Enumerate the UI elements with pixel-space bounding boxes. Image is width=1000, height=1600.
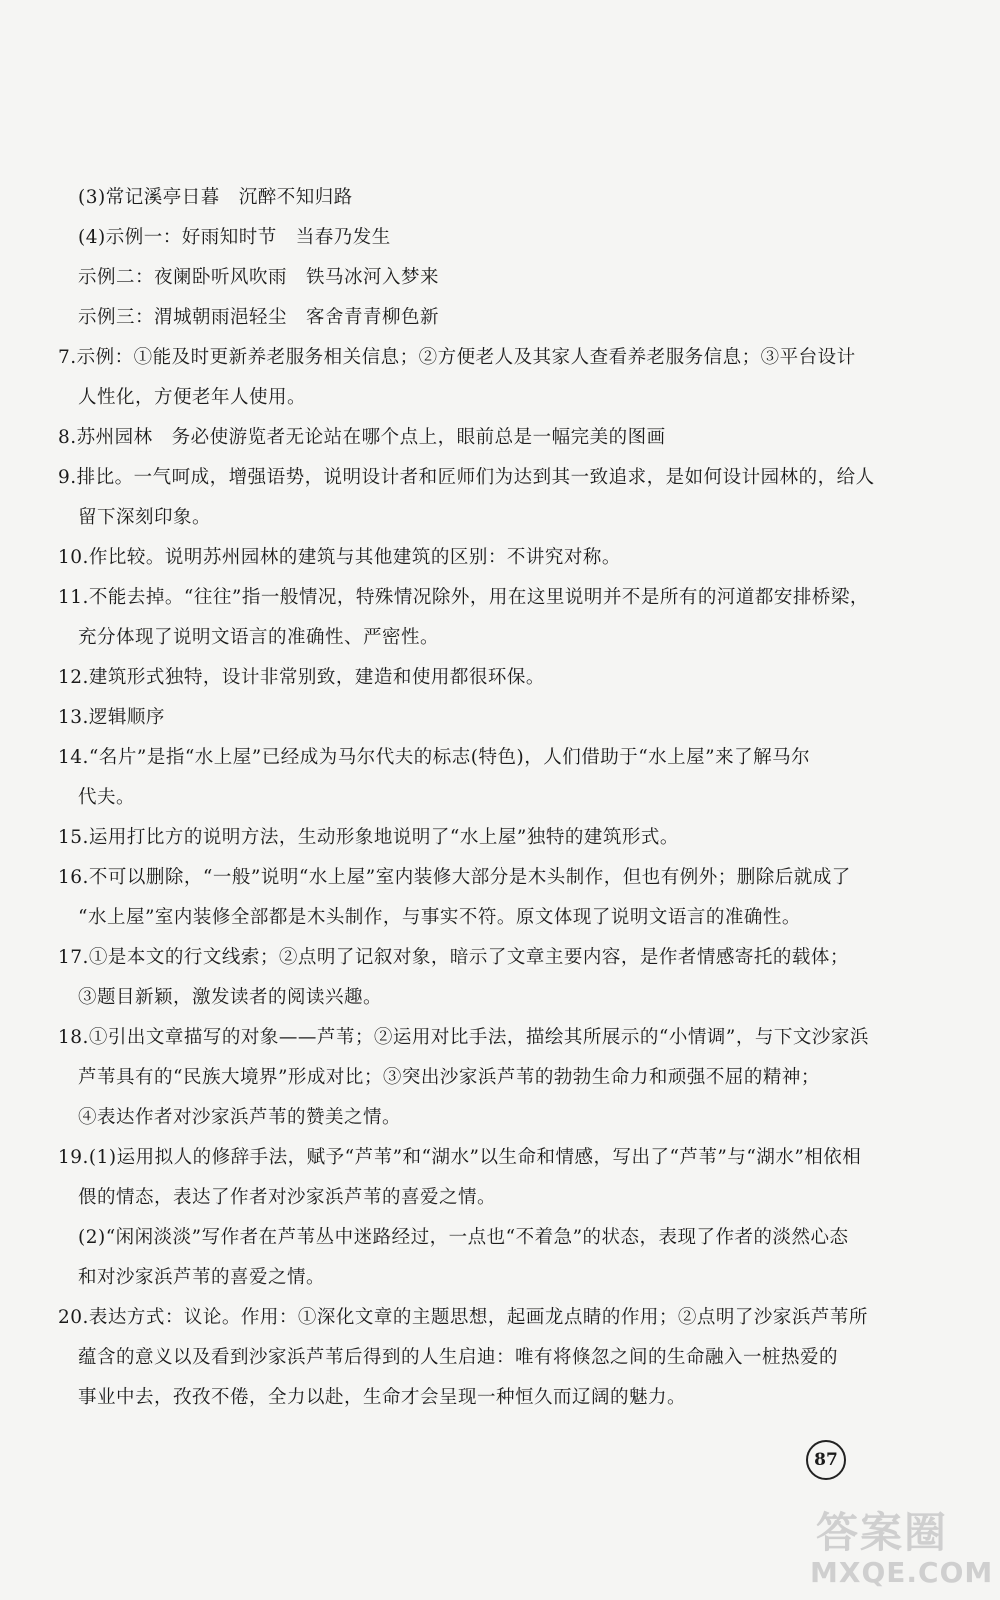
answer-line: 事业中去，孜孜不倦，全力以赴，生命才会呈现一种恒久而辽阔的魅力。 [78, 1387, 687, 1408]
answer-line: 15.运用打比方的说明方法，生动形象地说明了“水上屋”独特的建筑形式。 [58, 827, 679, 848]
answer-line: (4)示例一：好雨知时节 当春乃发生 [78, 227, 391, 248]
watermark-cn: 答案圈 [816, 1508, 949, 1557]
answer-line: 14.“名片”是指“水上屋”已经成为马尔代夫的标志(特色)，人们借助于“水上屋”来了解马尔 [58, 747, 811, 768]
answer-line: 7.示例：①能及时更新养老服务相关信息；②方便老人及其家人查看养老服务信息；③平台设计 [58, 347, 856, 368]
answer-line: 19.(1)运用拟人的修辞手法，赋予“芦苇”和“湖水”以生命和情感，写出了“芦苇”与“湖水”相依相 [58, 1147, 862, 1168]
page-number-badge [806, 1440, 846, 1480]
watermark [808, 1500, 994, 1600]
answer-line: 偎的情态，表达了作者对沙家浜芦苇的喜爱之情。 [78, 1187, 497, 1208]
answer-line: 芦苇具有的“民族大境界”形成对比；③突出沙家浜芦苇的勃勃生命力和顽强不屈的精神； [78, 1067, 820, 1088]
answer-line: (2)“闲闲淡淡”写作者在芦苇丛中迷路经过，一点也“不着急”的状态，表现了作者的淡然心态 [78, 1227, 849, 1248]
answer-line: 17.①是本文的行文线索；②点明了记叙对象，暗示了文章主要内容，是作者情感寄托的载体； [58, 947, 849, 968]
answer-line: 8.苏州园林 务必使游览者无论站在哪个点上，眼前总是一幅完美的图画 [58, 427, 666, 448]
answer-line: ③题目新颖，激发读者的阅读兴趣。 [78, 987, 383, 1008]
answer-line: 蕴含的意义以及看到沙家浜芦苇后得到的人生启迪：唯有将倏忽之间的生命融入一桩热爱的 [78, 1347, 839, 1368]
answer-line: 示例二：夜阑卧听风吹雨 铁马冰河入梦来 [78, 267, 440, 288]
answer-line: 10.作比较。说明苏州园林的建筑与其他建筑的区别：不讲究对称。 [58, 547, 621, 568]
answer-line: 11.不能去掉。“往往”指一般情况，特殊情况除外，用在这里说明并不是所有的河道都安排桥梁， [58, 587, 869, 608]
page-number: 87 [814, 1450, 838, 1470]
answer-line: 12.建筑形式独特，设计非常别致，建造和使用都很环保。 [58, 667, 545, 688]
answer-line: 16.不可以删除，“一般”说明“水上屋”室内装修大部分是木头制作，但也有例外；删除后就成了 [58, 867, 851, 888]
answer-line: 13.逻辑顺序 [58, 707, 165, 728]
answer-line: 人性化，方便老年人使用。 [78, 387, 307, 408]
answer-line: “水上屋”室内装修全部都是木头制作，与事实不符。原文体现了说明文语言的准确性。 [78, 907, 801, 928]
answer-line: 示例三：渭城朝雨浥轻尘 客舍青青柳色新 [78, 307, 440, 328]
answer-line: 18.①引出文章描写的对象——芦苇；②运用对比手法，描绘其所展示的“小情调”，与下文沙家浜 [58, 1027, 869, 1048]
answer-line: 9.排比。一气呵成，增强语势，说明设计者和匠师们为达到其一致追求，是如何设计园林的，给人 [58, 467, 875, 488]
answer-line: 留下深刻印象。 [78, 507, 212, 528]
answer-line: 代夫。 [78, 787, 136, 808]
answer-line: 20.表达方式：议论。作用：①深化文章的主题思想，起画龙点睛的作用；②点明了沙家浜芦苇所 [58, 1307, 868, 1328]
watermark-en: MXQE.COM [810, 1556, 994, 1589]
answer-line: (3)常记溪亭日暮 沉醉不知归路 [78, 187, 353, 208]
answer-line: ④表达作者对沙家浜芦苇的赞美之情。 [78, 1107, 402, 1128]
answer-line: 充分体现了说明文语言的准确性、严密性。 [78, 627, 440, 648]
answer-line: 和对沙家浜芦苇的喜爱之情。 [78, 1267, 326, 1288]
